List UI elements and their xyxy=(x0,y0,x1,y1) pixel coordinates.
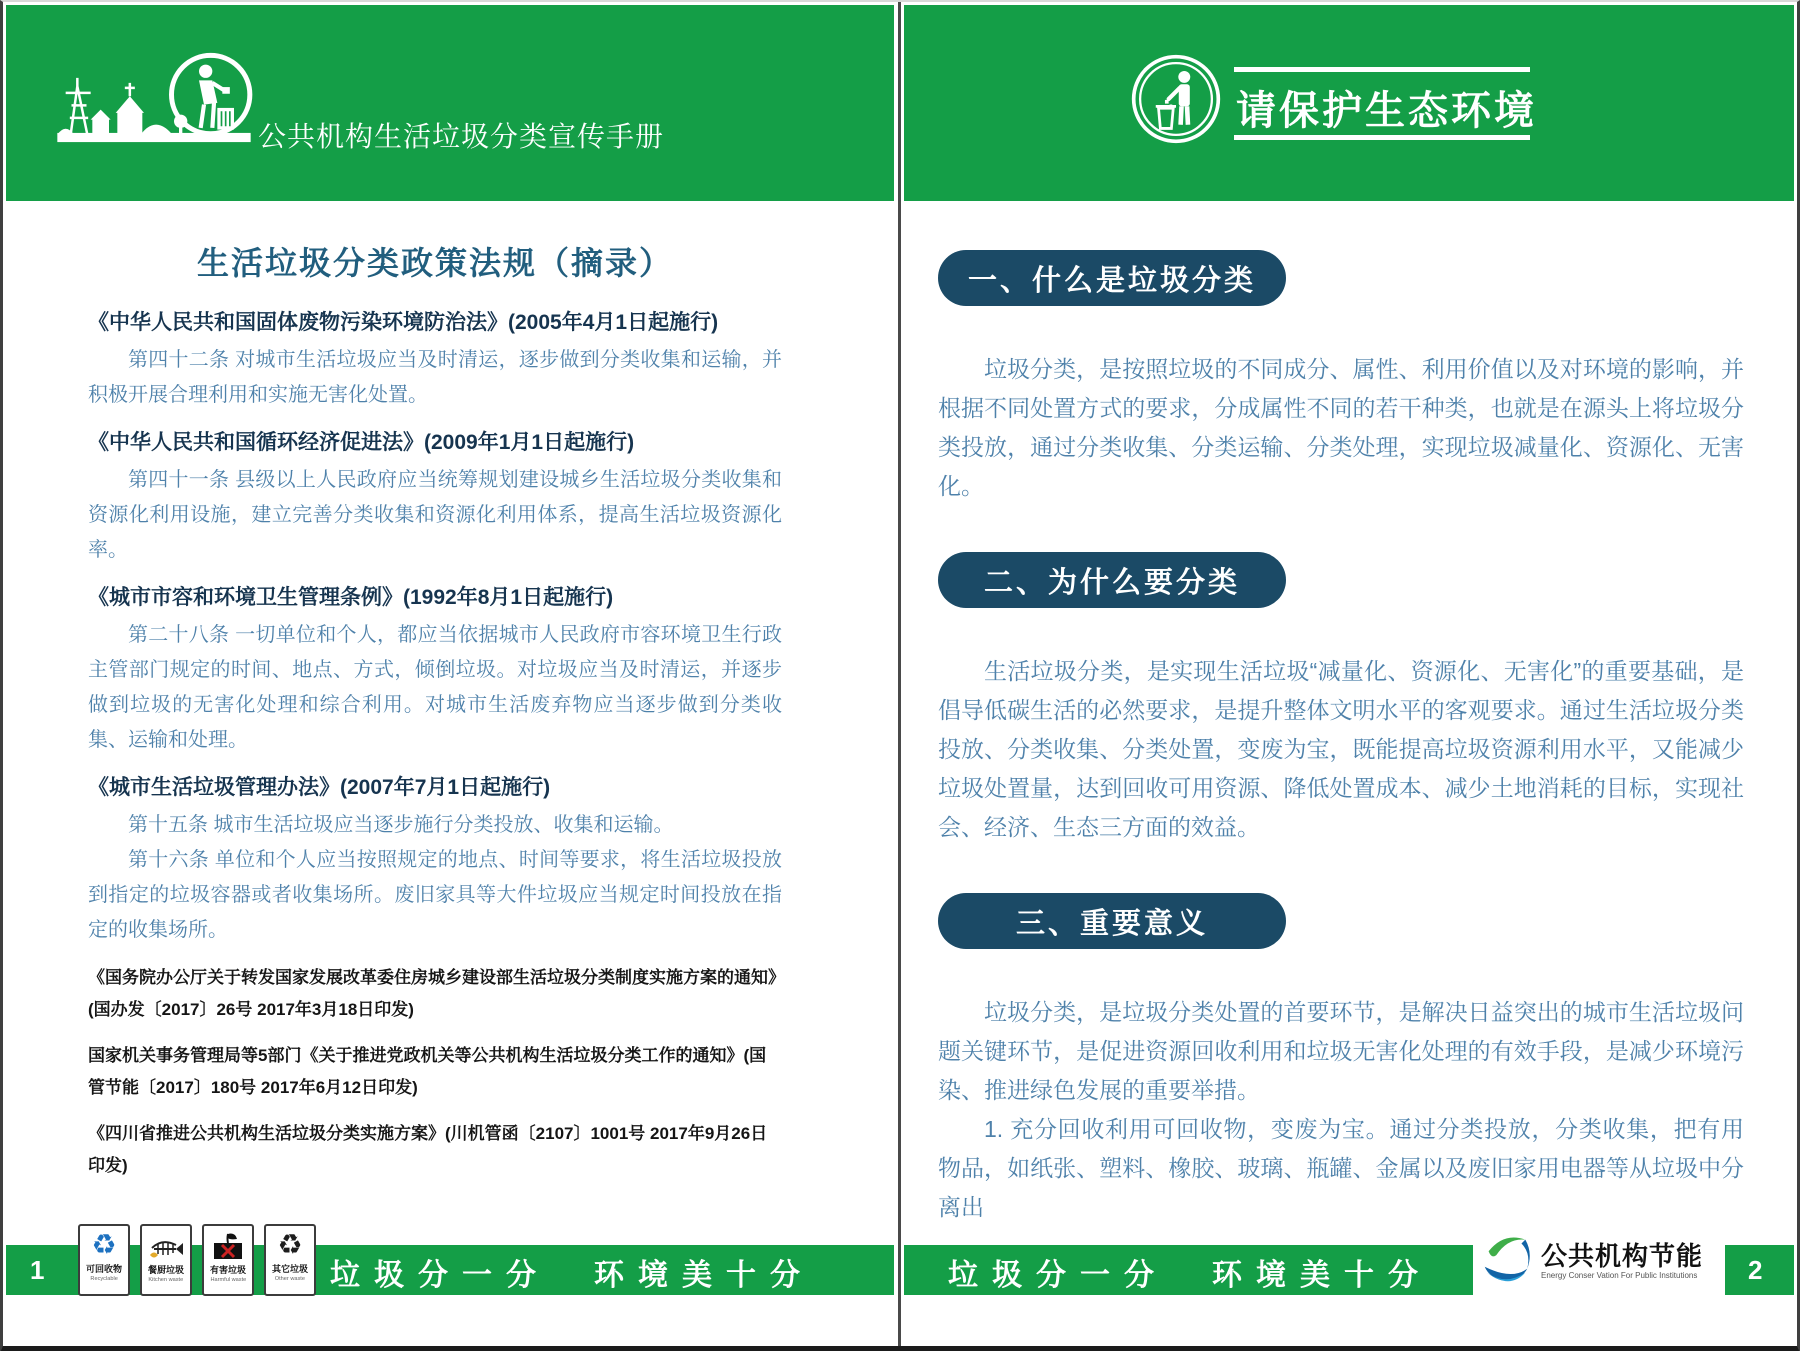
law-block xyxy=(88,308,782,413)
law-heading: 《中华人民共和国循环经济促进法》(2009年1月1日起施行) xyxy=(88,431,635,454)
section-paragraph: 1. 充分回收利用可回收物，变废为宝。通过分类投放，分类收集，把有用物品，如纸张、塑料、橡胶、玻璃、瓶罐、金属以及废旧家用电器等从垃圾中分离出 xyxy=(938,1116,1744,1220)
left-header-title: 公共机构生活垃圾分类宣传手册 xyxy=(258,121,665,152)
title-rule-bottom xyxy=(1234,135,1530,140)
section-pill: 二、为什么要分类 xyxy=(938,552,1286,608)
law-heading: 《中华人民共和国固体废物污染环境防治法》(2005年4月1日起施行) xyxy=(88,311,719,334)
law-paragraph: 第十五条 城市生活垃圾应当逐步施行分类投放、收集和运输。 xyxy=(128,814,674,836)
waste-card-label: 有害垃圾 xyxy=(209,1265,246,1275)
left-header-banner xyxy=(6,5,894,201)
logo-tagline: Energy Conser Vation For Public Institutions xyxy=(1541,1271,1698,1280)
law-block xyxy=(88,428,782,568)
title-rule-top xyxy=(1234,67,1530,72)
kitchen-waste-icon xyxy=(146,1228,186,1263)
section-pill: 三、重要意义 xyxy=(938,893,1286,949)
waste-card-label: 可回收物 xyxy=(85,1264,122,1274)
notice-paragraph: 《国务院办公厅关于转发国家发展改革委住房城乡建设部生活垃圾分类制度实施方案的通知》(国办发〔2017〕26号 2017年3月18日印发) xyxy=(88,968,777,1019)
law-paragraph: 第二十八条 一切单位和个人，都应当依据城市人民政府市容环境卫生行政主管部门规定的时间、地点、方式，倾倒垃圾。对垃圾应当及时清运，并逐步做到垃圾的无害化处理和综合利用。对城市生活废弃物应当逐步做到分类收集、运输和处理。 xyxy=(88,624,782,751)
waste-card-label-en: Other waste xyxy=(274,1275,306,1282)
waste-category-cards xyxy=(78,1224,316,1296)
left-page-body xyxy=(88,238,782,1182)
energy-conservation-logo xyxy=(1473,1222,1725,1300)
section-paragraph: 垃圾分类，是垃圾分类处置的首要环节，是解决日益突出的城市生活垃圾问题关键环节，是促进资源回收利用和垃圾无害化处理的有效手段，是减少环境污染、推进绿色发展的重要举措。 xyxy=(938,999,1744,1103)
section-paragraph: 生活垃圾分类，是实现生活垃圾“减量化、资源化、无害化”的重要基础，是倡导低碳生活的必然要求，是提升整体文明水平的客观要求。通过生活垃圾分类投放、分类收集、分类处置，变废为宝，既能提高垃圾资源利用水平，又能减少垃圾处置量，达到回收可用资源、降低处置成本、减少土地消耗的目标，实现社会、经济、生态三方面的效益。 xyxy=(938,658,1744,840)
logo-name: 公共机构节能 xyxy=(1541,1241,1704,1271)
law-paragraph: 第四十二条 对城市生活垃圾应当及时清运，逐步做到分类收集和运输，并积极开展合理利用和实施无害化处置。 xyxy=(88,349,782,406)
waste-card-label-en: Kitchen waste xyxy=(148,1276,184,1283)
law-paragraph: 第十六条 单位和个人应当按照规定的地点、时间等要求，将生活垃圾投放到指定的垃圾容器或者收集场所。废旧家具等大件垃圾应当规定时间投放在指定的收集场所。 xyxy=(88,849,782,941)
waste-card-label-en: Recyclable xyxy=(90,1275,118,1282)
page-number-right: 2 xyxy=(1748,1255,1763,1285)
law-block xyxy=(88,583,782,758)
notice-paragraph: 《四川省推进公共机构生活垃圾分类实施方案》(川机管函〔2107〕1001号 2017年9月26日印发) xyxy=(88,1124,768,1175)
city-recycle-logo-icon xyxy=(54,33,254,162)
law-block xyxy=(88,773,782,948)
right-header-title: 请保护生态环境 xyxy=(1236,89,1537,133)
waste-card-label: 餐厨垃圾 xyxy=(147,1265,184,1275)
waste-card-label-en: Harmful waste xyxy=(210,1276,246,1283)
harmful-waste-icon xyxy=(208,1228,248,1263)
page-number-left: 1 xyxy=(30,1255,45,1285)
law-heading: 《城市市容和环境卫生管理条例》(1992年8月1日起施行) xyxy=(88,586,614,609)
page-divider xyxy=(898,0,901,1351)
waste-card-harmful xyxy=(202,1224,254,1296)
waste-card-recyclable xyxy=(78,1224,130,1296)
waste-card-other xyxy=(264,1224,316,1296)
section-pill: 一、什么是垃圾分类 xyxy=(938,250,1286,306)
waste-card-label: 其它垃圾 xyxy=(271,1264,308,1274)
other-waste-icon: ♻ xyxy=(277,1228,303,1261)
law-heading: 《城市生活垃圾管理办法》(2007年7月1日起施行) xyxy=(88,776,551,799)
page-title: 生活垃圾分类政策法规（摘录） xyxy=(196,245,673,281)
law-paragraph: 第四十一条 县级以上人民政府应当统筹规划建设城乡生活垃圾分类收集和资源化利用设施，建立完善分类收集和资源化利用体系，提高生活垃圾资源化率。 xyxy=(88,469,782,561)
footer-slogan-left: 垃圾分一分 环境美十分 xyxy=(330,1259,814,1292)
waste-card-kitchen xyxy=(140,1224,192,1296)
notice-paragraph: 国家机关事务管理局等5部门《关于推进党政机关等公共机构生活垃圾分类工作的通知》(国管节能〔2017〕180号 2017年6月12日印发) xyxy=(88,1046,767,1097)
swoosh-globe-icon xyxy=(1477,1230,1535,1293)
right-header-banner xyxy=(904,5,1794,201)
recycle-icon: ♻ xyxy=(91,1228,117,1261)
right-page-body xyxy=(938,250,1744,1273)
section-paragraph: 垃圾分类，是按照垃圾的不同成分、属性、利用价值以及对环境的影响，并根据不同处置方式的要求，分成属性不同的若干种类，也就是在源头上将垃圾分类投放，通过分类收集、分类运输、分类处理，实现垃圾减量化、资源化、无害化。 xyxy=(938,356,1744,499)
footer-slogan-right: 垃圾分一分 环境美十分 xyxy=(948,1259,1432,1292)
no-litter-icon xyxy=(1130,53,1222,150)
